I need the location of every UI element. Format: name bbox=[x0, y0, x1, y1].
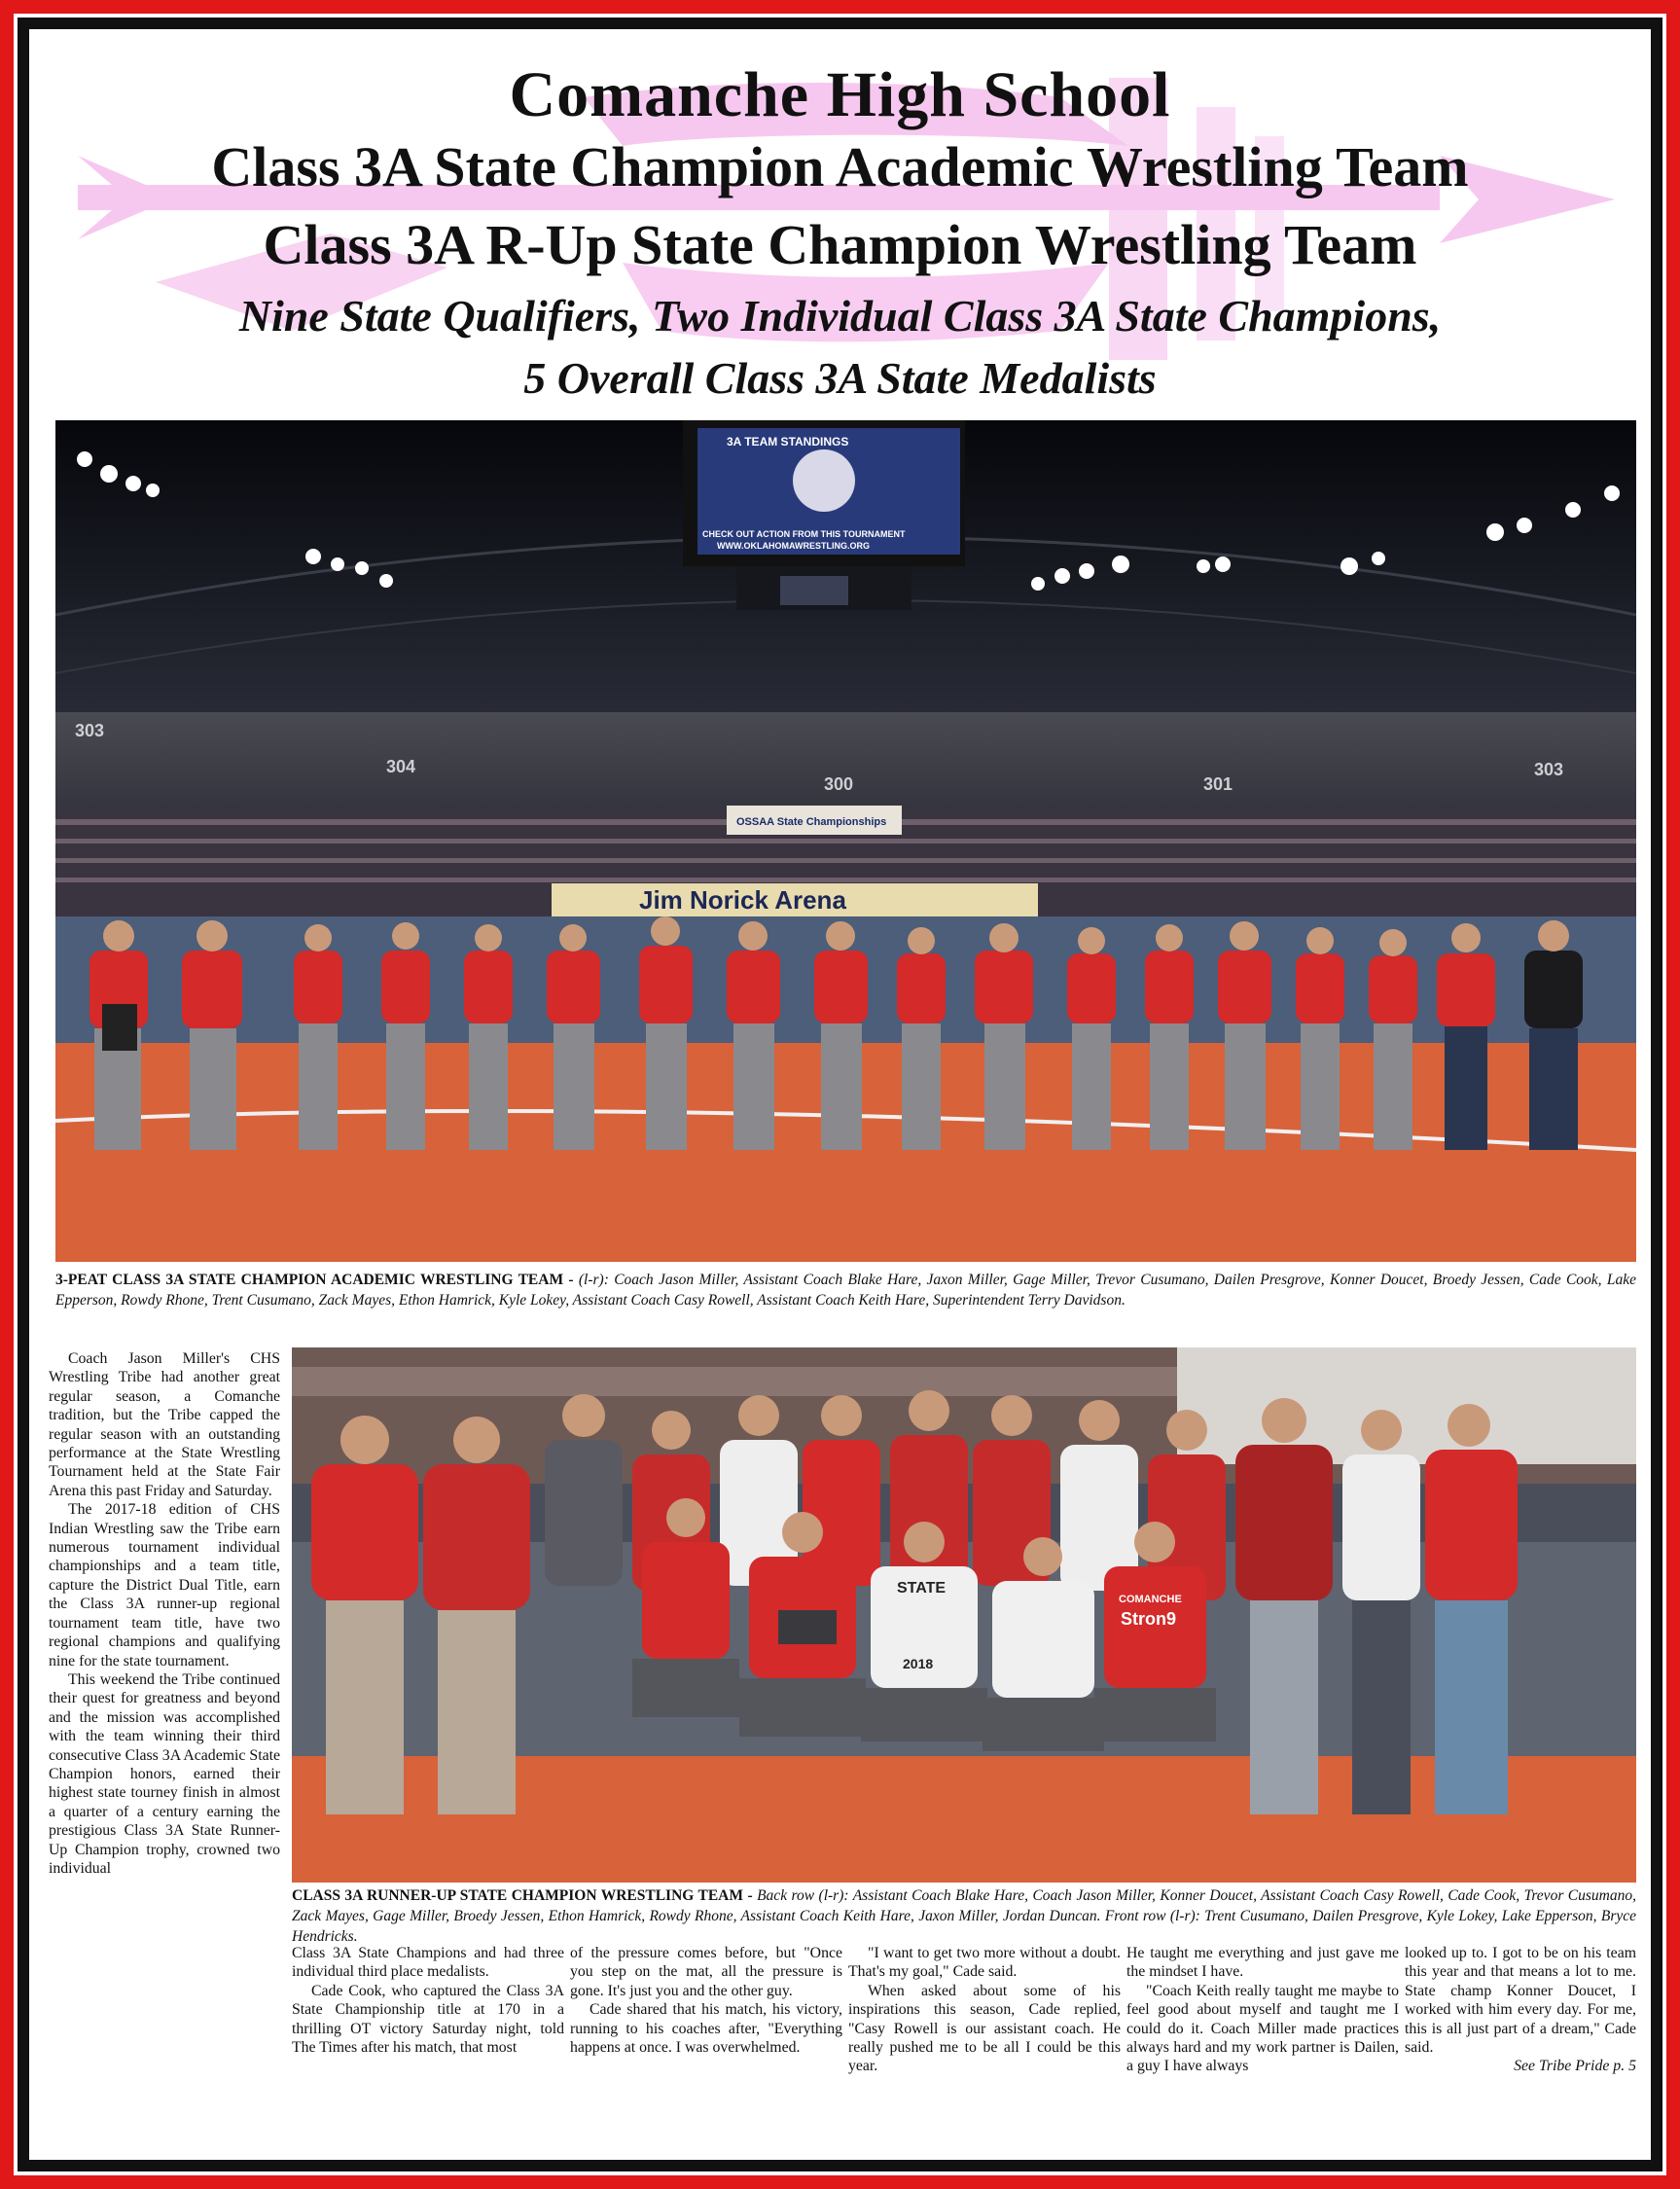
newspaper-page bbox=[39, 39, 1641, 2150]
article-paragraph: of the pressure comes before, but "Once you step on the mat, all the pressure is gone. It's just you and the other guy. bbox=[570, 1945, 842, 1999]
article-paragraph: Cade Cook, who captured the Class 3A State Championship title at 170 in a thrilling OT victory Saturday night, told The Times after his match, that most bbox=[292, 1982, 564, 2057]
scoreboard-title: 3A TEAM STANDINGS bbox=[727, 435, 849, 449]
arena-photo-caption bbox=[55, 1270, 1636, 1310]
article-paragraph: "Coach Keith really taught me maybe to feel good about myself and taught me I could do it. Coach Miller made practices always hard and my work partner is Dailen, a guy I have always bbox=[1126, 1982, 1399, 2075]
article-column-6 bbox=[1405, 1944, 1636, 2076]
article-paragraph: "I want to get two more without a doubt. That's my goal," Cade said. bbox=[848, 1945, 1121, 1981]
article-paragraph: This weekend the Tribe continued their quest for greatness and beyond and the mission was accomplished with the team winning their third consecutive Class 3A Academic State Champion honors, earned their highest state tourney finish in almost a quarter of a century earning the prestigious Class 3A State Runner-Up Champion trophy, crowned two individual bbox=[49, 1670, 280, 1877]
caption1-body: (l-r): Coach Jason Miller, Assistant Coach Blake Hare, Jaxon Miller, Gage Miller, Trevor Cusumano, Dailen Presgrove, Konner Doucet, Broedy Jessen, Cade Cook, Lake Epperson, Rowdy Rhone, Trent Cusumano, Zack Mayes, Ethon Hamrick, Kyle Lokey, Assistant Coach Casy Rowell, Assistant Coach Keith Hare, Superintendent Terry Davidson. bbox=[55, 1272, 1636, 1309]
section-304: 304 bbox=[386, 757, 416, 776]
section-301: 301 bbox=[1203, 774, 1233, 794]
shirt-state-text: STATE bbox=[897, 1580, 947, 1597]
headline-runner-up-title: Class 3A R-Up State Champion Wrestling Team bbox=[263, 213, 1417, 276]
team-photo-caption bbox=[292, 1885, 1636, 1947]
article-paragraph: When asked about some of his inspirations this season, Cade replied, "Casy Rowell is our assistant coach. He really pushed me to be all I could be this year. bbox=[848, 1982, 1121, 2075]
headline-academic-title: Class 3A State Champion Academic Wrestling Team bbox=[211, 135, 1469, 198]
scoreboard-footer: CHECK OUT ACTION FROM THIS TOURNAMENT bbox=[702, 529, 906, 539]
section-303: 303 bbox=[1534, 760, 1564, 779]
article-column-5 bbox=[1126, 1944, 1399, 2076]
caption1-lead: 3-PEAT CLASS 3A STATE CHAMPION ACADEMIC WRESTLING TEAM - bbox=[55, 1272, 579, 1288]
article-paragraph: Class 3A State Champions and had three individual third place medalists. bbox=[292, 1945, 564, 1981]
team-photo-illustration bbox=[292, 1347, 1636, 1883]
article-column-3 bbox=[570, 1944, 842, 2057]
scoreboard-url: WWW.OKLAHOMAWRESTLING.ORG bbox=[717, 541, 870, 551]
shirt-comanche-text: COMANCHE bbox=[1119, 1594, 1182, 1605]
article-paragraph: Coach Jason Miller's CHS Wrestling Tribe had another great regular season, a Comanche tradition, but the Tribe capped the regular season with an outstanding performance at the State Wrestling Tournament held at the State Fair Arena this past Friday and Saturday. bbox=[49, 1350, 280, 1499]
runner-up-team-photo bbox=[292, 1347, 1636, 1883]
masthead bbox=[39, 39, 1641, 413]
subheadline-medalists: 5 Overall Class 3A State Medalists bbox=[523, 353, 1157, 403]
arena-team-photo bbox=[55, 420, 1636, 1262]
article-paragraph: He taught me everything and just gave me the mindset I have. bbox=[1126, 1945, 1399, 1981]
arena-photo-illustration bbox=[55, 420, 1636, 1262]
subheadline-qualifiers: Nine State Qualifiers, Two Individual Class 3A State Champions, bbox=[238, 291, 1442, 341]
continued-link: See Tribe Pride p. 5 bbox=[1514, 2058, 1636, 2075]
shirt-strong-text: Stron9 bbox=[1121, 1609, 1177, 1629]
section-300: 300 bbox=[824, 774, 854, 794]
article-paragraph: The 2017-18 edition of CHS Indian Wrestling saw the Tribe earn numerous tournament individual championships and a team title, capture the District Dual Title, earn the Class 3A runner-up regional tournament team title, have two regional champions and qualifying nine for the state tournament. bbox=[49, 1501, 280, 1669]
article-column-4 bbox=[848, 1944, 1121, 2076]
caption2-body: Back row (l-r): Assistant Coach Blake Hare, Coach Jason Miller, Konner Doucet, Assistant Coach Casy Rowell, Cade Cook, Trevor Cusumano, Zack Mayes, Gage Miller, Broedy Jessen, Ethon Hamrick, Rowdy Rhone, Assistant Coach Keith Hare, Jaxon Miller, Jordan Duncan. Front row (l-r): Trent Cusumano, Dailen Presgrove, Kyle Lokey, Lake Epperson, Bryce Hendricks. bbox=[292, 1887, 1636, 1945]
caption2-lead: CLASS 3A RUNNER-UP STATE CHAMPION WRESTLING TEAM - bbox=[292, 1887, 758, 1904]
article-paragraph: Cade shared that his match, his victory, running to his coaches after, "Everything happens at once. I was overwhelmed. bbox=[570, 2001, 842, 2057]
arena-sign: Jim Norick Arena bbox=[639, 885, 846, 915]
headline-school: Comanche High School bbox=[509, 59, 1171, 130]
section-303-left: 303 bbox=[75, 721, 105, 740]
article-column-1 bbox=[49, 1349, 280, 1878]
article-column-2 bbox=[292, 1944, 564, 2057]
article-paragraph: looked up to. I got to be on his team this year and that means a lot to me. State champ Konner Doucet, I worked with him every day. For me, this is all just part of a dream," Cade said. bbox=[1405, 1945, 1636, 2057]
shirt-year-text: 2018 bbox=[903, 1656, 934, 1671]
ossaa-banner: OSSAA State Championships bbox=[736, 816, 887, 828]
